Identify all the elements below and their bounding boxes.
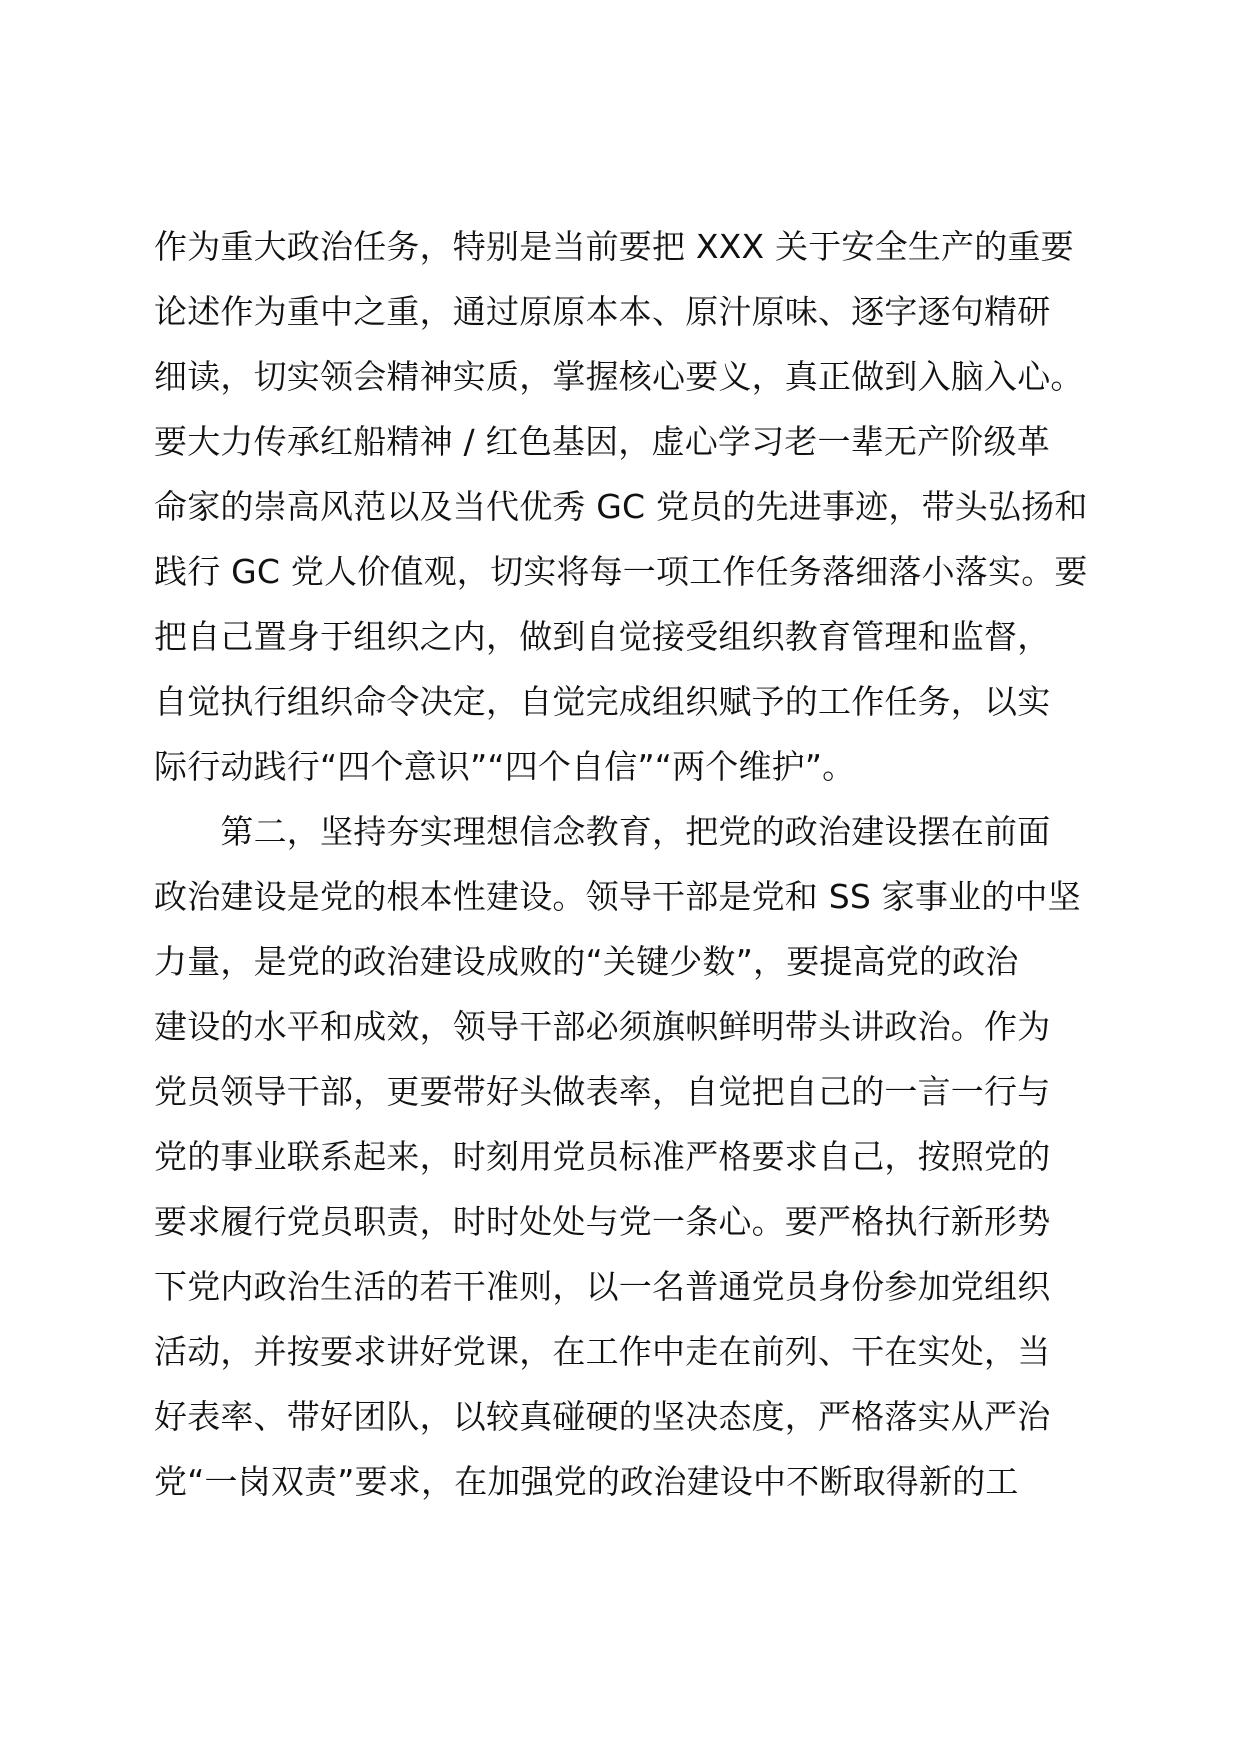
text-line: 作为重大政治任务，特别是当前要把 XXX 关于安全生产的重要	[154, 227, 1074, 266]
text-line: 论述作为重中之重，通过原原本本、原汁原味、逐字逐句精研	[154, 292, 1051, 331]
text-line: 把自己置身于组织之内，做到自觉接受组织教育管理和监督，	[154, 617, 1051, 656]
text-line: 际行动践行“四个意识”“四个自信”“两个维护”。	[154, 747, 856, 786]
text-line: 命家的崇高风范以及当代优秀 GC 党员的先进事迹，带头弘扬和	[154, 487, 1088, 526]
text-line: 自觉执行组织命令决定，自觉完成组织赋予的工作任务，以实	[154, 682, 1051, 721]
section-heading-line: 第二，坚持夯实理想信念教育，把党的政治建设摆在前面	[154, 812, 1051, 851]
body-text	[154, 214, 1114, 1514]
text-line: 践行 GC 党人价值观，切实将每一项工作任务落细落小落实。要	[154, 552, 1088, 591]
text-line: 要求履行党员职责，时时处处与党一条心。要严格执行新形势	[154, 1202, 1051, 1241]
text-line: 细读，切实领会精神实质，掌握核心要义，真正做到入脑入心。	[154, 357, 1084, 396]
text-line: 要大力传承红船精神 / 红色基因，虚心学习老一辈无产阶级革	[154, 422, 1050, 461]
text-line: 党员领导干部，更要带好头做表率，自觉把自己的一言一行与	[154, 1072, 1051, 1111]
text-line: 党的事业联系起来，时刻用党员标准严格要求自己，按照党的	[154, 1137, 1051, 1176]
text-line: 活动，并按要求讲好党课，在工作中走在前列、干在实处，当	[154, 1332, 1051, 1371]
text-line: 下党内政治生活的若干准则，以一名普通党员身份参加党组织	[154, 1267, 1051, 1306]
text-line: 建设的水平和成效，领导干部必须旗帜鲜明带头讲政治。作为	[154, 1007, 1051, 1046]
text-line: 政治建设是党的根本性建设。领导干部是党和 SS 家事业的中坚	[154, 877, 1081, 916]
text-line: 党“一岗双责”要求，在加强党的政治建设中不断取得新的工	[154, 1462, 1019, 1501]
text-line: 力量，是党的政治建设成败的“关键少数”，要提高党的政治	[154, 942, 1019, 981]
text-line: 好表率、带好团队，以较真碰硬的坚决态度，严格落实从严治	[154, 1397, 1051, 1436]
